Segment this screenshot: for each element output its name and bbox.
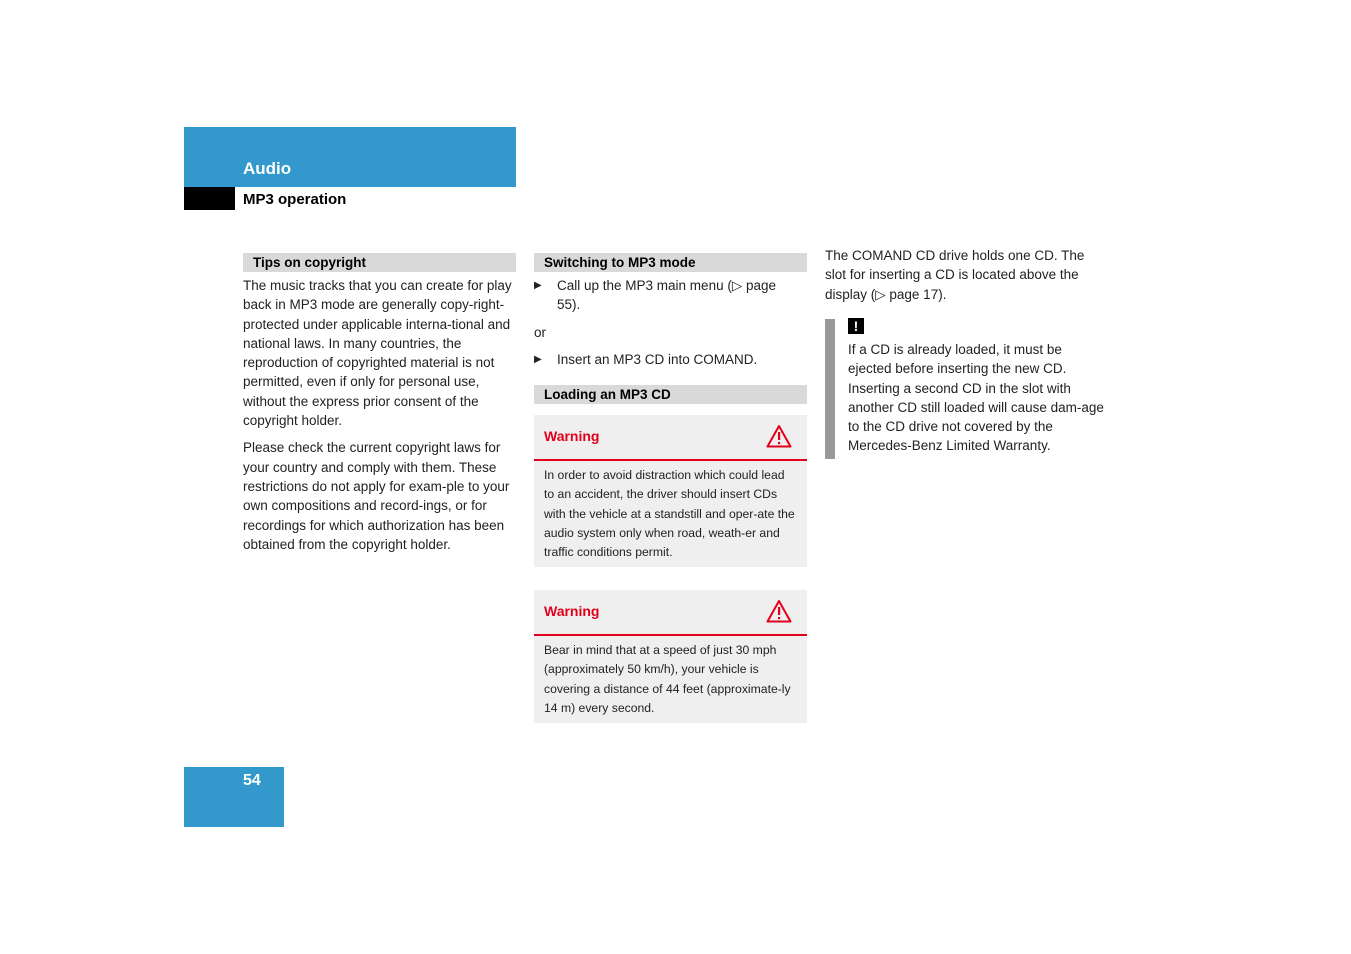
step-text: Call up the MP3 main menu (▷ page 55). xyxy=(557,278,776,313)
exclamation-icon: ! xyxy=(848,318,864,334)
warning-label: Warning xyxy=(544,603,600,619)
cd-drive-intro: The COMAND CD drive holds one CD. The slot for inserting a CD is located above the display (▷ page 17). xyxy=(825,248,1085,302)
page-number: 54 xyxy=(243,772,261,789)
heading-switching-mp3-mode: Switching to MP3 mode xyxy=(534,253,807,272)
warning-text: Bear in mind that at a speed of just 30 mph (approximately 50 km/h), your vehicle is covering a distance of 44 feet (approximate-ly 14 m) every second. xyxy=(544,643,791,715)
copyright-paragraph-2: Please check the current copyright laws for your country and comply with them. These restrictions do not apply for exam-ple to your own compositions and record-ings, or for recordings for which authorization has been obtained from the copyright holder. xyxy=(243,440,510,552)
warning-triangle-icon xyxy=(766,599,792,623)
section-marker xyxy=(184,187,235,210)
triangle-right-icon: ▶ xyxy=(534,280,542,291)
triangle-right-icon: ▶ xyxy=(534,354,542,365)
warning-header xyxy=(534,590,807,636)
warning-box-distraction xyxy=(534,415,807,567)
copyright-text xyxy=(243,276,519,562)
notice-bar xyxy=(825,319,835,459)
warning-box-speed xyxy=(534,590,807,723)
warning-header xyxy=(534,415,807,461)
copyright-paragraph-1: The music tracks that you can create for play back in MP3 mode are generally copy-right-protected under applicable interna-tional and national laws. In many countries, the reproduction of copyrighted material is not permitted, even if only for personal use, without the express prior consent of the copyright holder. xyxy=(243,278,512,429)
header-band xyxy=(184,127,516,187)
warning-text: In order to avoid distraction which could lead to an accident, the driver should insert CDs with the vehicle at a standstill and oper-ate the audio system only when road, weath-er and traffic conditions permit. xyxy=(544,468,795,560)
notice-text: If a CD is already loaded, it must be ejected before inserting the new CD. Inserting a second CD in the slot with another CD still loaded will cause dam-age to the CD drive not covered by the Mercedes-Benz Limited Warranty. xyxy=(848,342,1104,454)
warning-label: Warning xyxy=(544,428,600,444)
step-text: Insert an MP3 CD into COMAND. xyxy=(557,352,758,367)
page-tab xyxy=(184,767,284,827)
heading-loading-mp3-cd: Loading an MP3 CD xyxy=(534,385,807,404)
heading-tips-on-copyright: Tips on copyright xyxy=(243,253,516,272)
subsection-title: MP3 operation xyxy=(243,191,347,208)
or-text: or xyxy=(534,325,547,340)
step-call-up-menu xyxy=(534,276,807,316)
warning-triangle-icon xyxy=(766,424,792,448)
section-title: Audio xyxy=(243,159,292,178)
step-insert-cd xyxy=(534,350,807,370)
